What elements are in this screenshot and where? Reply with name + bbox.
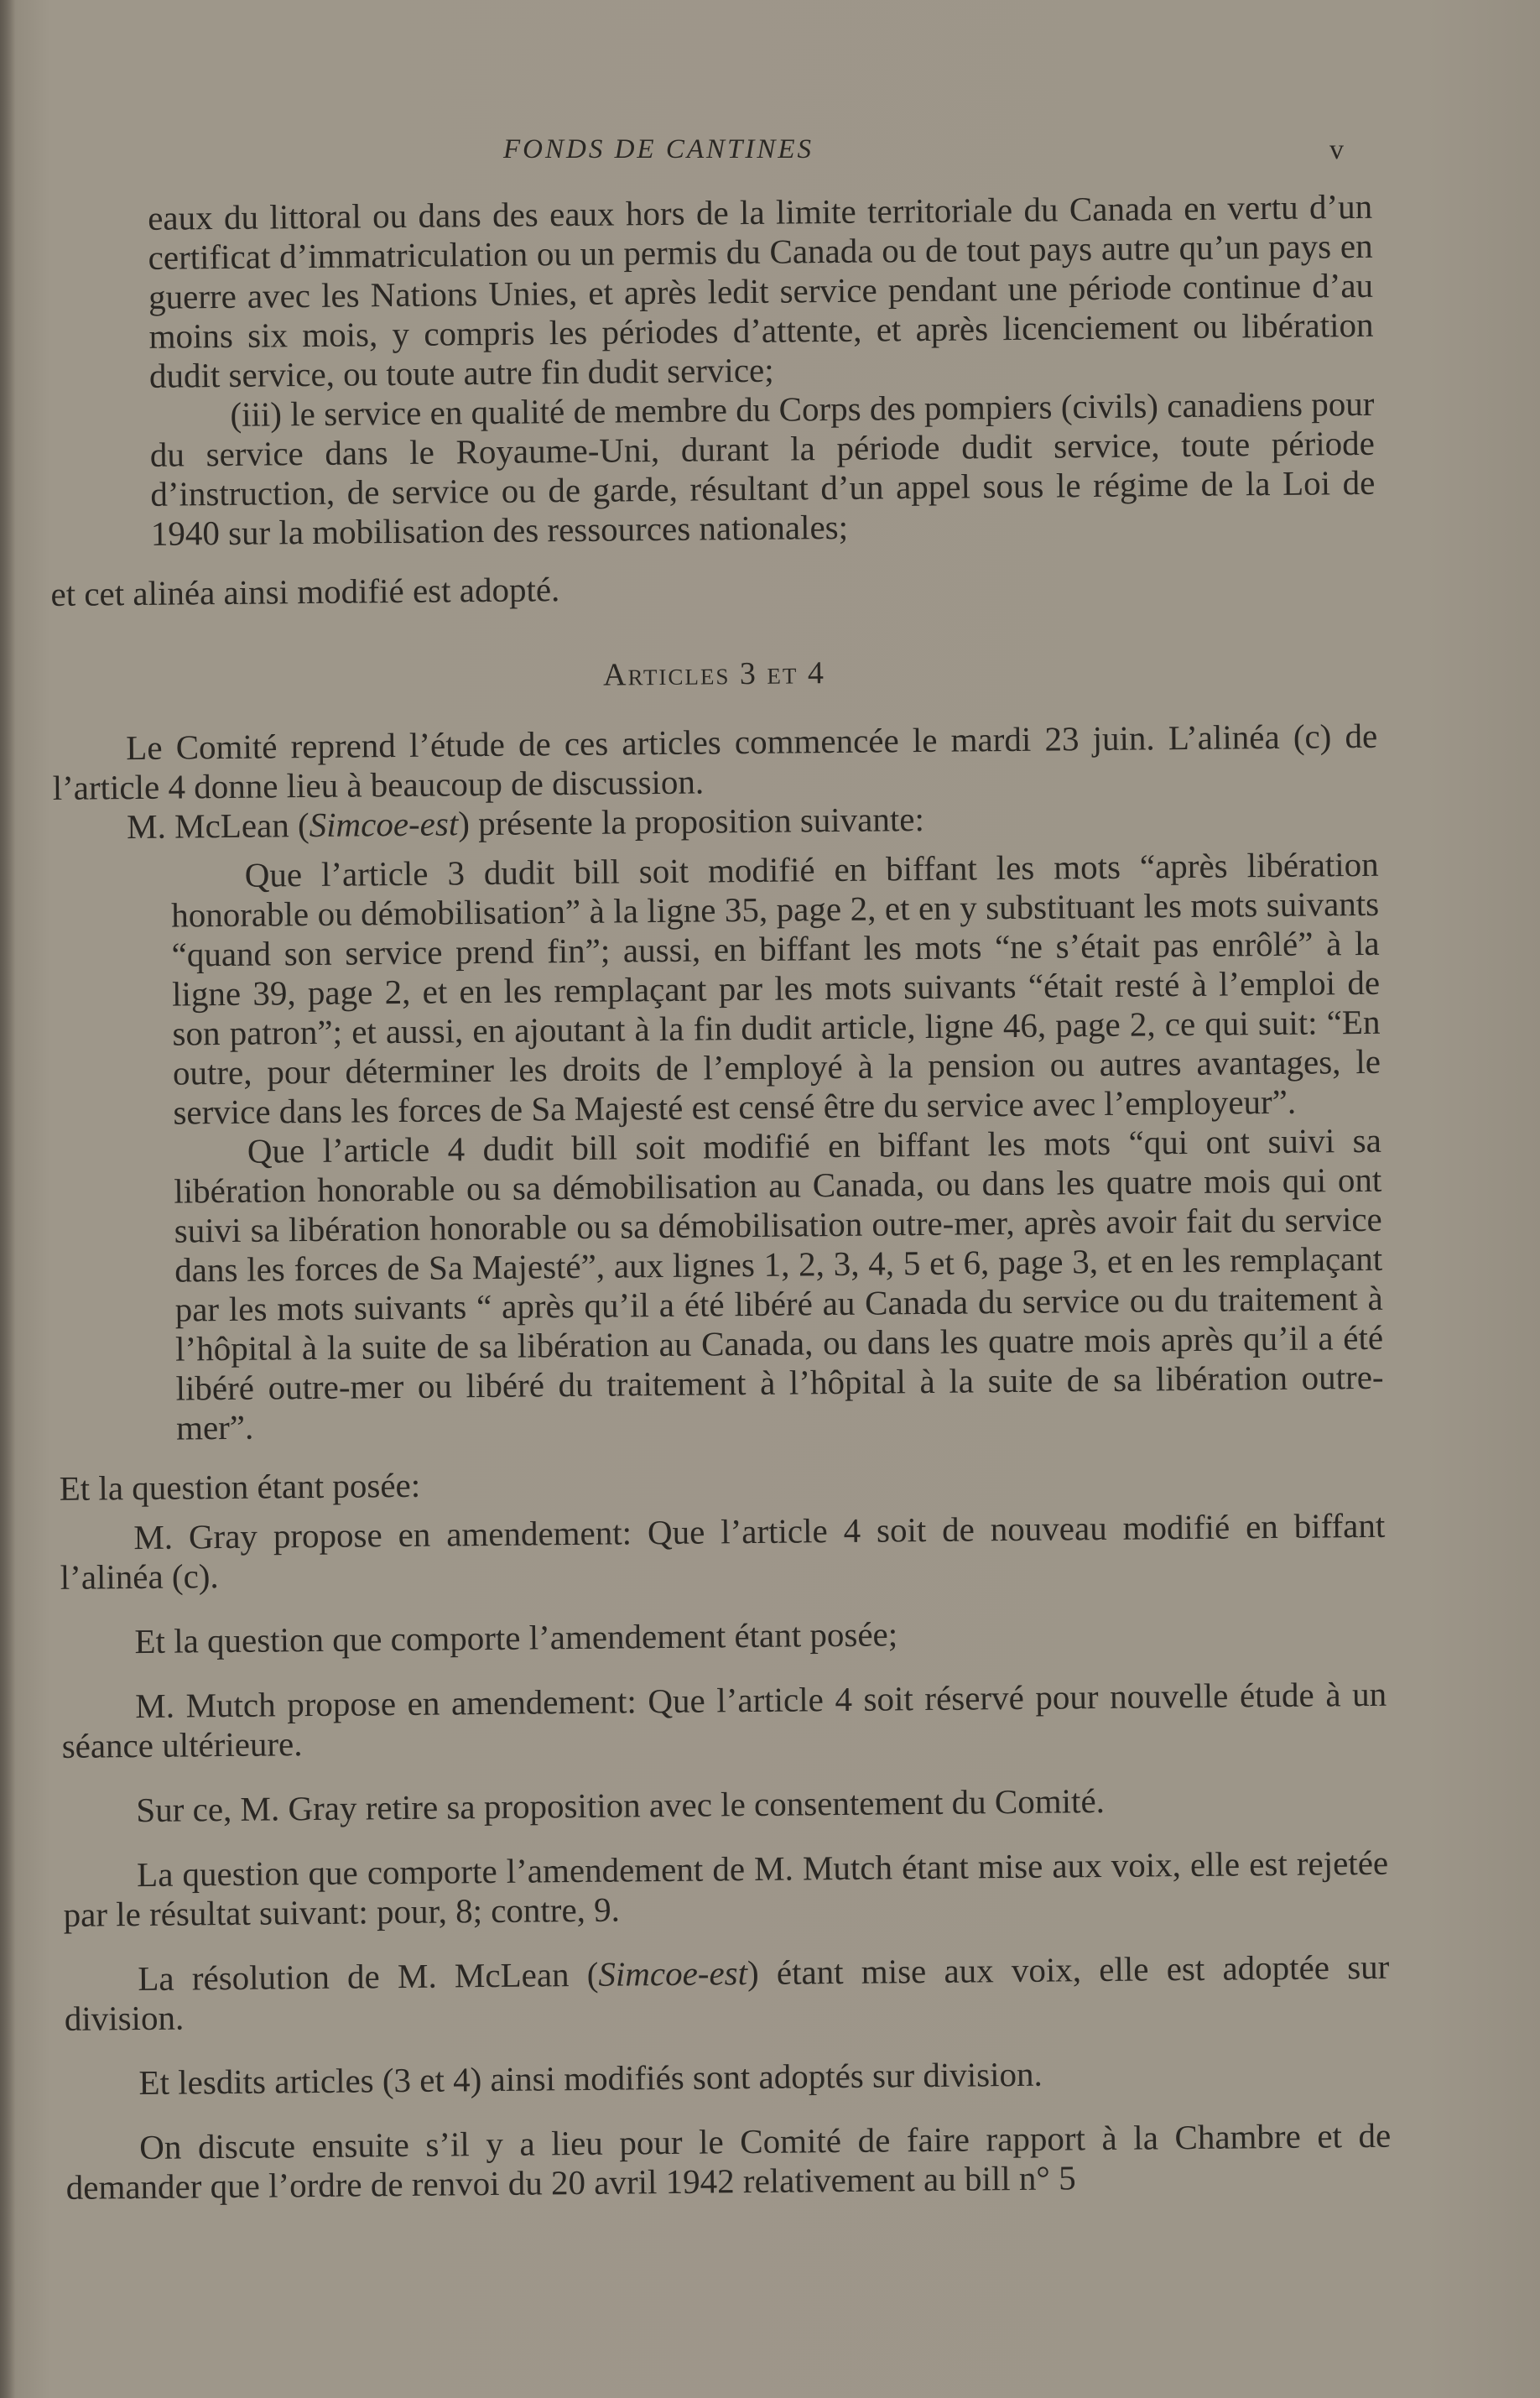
running-head-title: FONDS DE CANTINES	[503, 134, 814, 164]
paragraph: Le Comité reprend l’étude de ces articles commencée le mardi 23 juin. L’alinéa (c) de l’article 4 donne lieu à beaucoup de discussion.	[52, 716, 1378, 807]
riding-name: Simcoe-est	[309, 804, 459, 845]
spine-shadow	[0, 0, 15, 2398]
paragraph-report-discussion: On discute ensuite s’il y a lieu pour le Comité de faire rapport à la Chambre et de demander que l’ordre de renvoi du 20 avril 1942 relativement au bill n° 5	[65, 2115, 1392, 2207]
paragraph-mclean-resolution	[64, 1947, 1390, 2039]
paragraph: Et lesdits articles (3 et 4) ainsi modifiés sont adoptés sur division.	[138, 2054, 1043, 2103]
paragraph-mutch-amendment: M. Mutch propose en amendement: Que l’article 4 soit réservé pour nouvelle étude à un séance ultérieure.	[61, 1674, 1387, 1765]
text-span: ) étant mise aux voix, elle est adoptée sur division.	[64, 1947, 1390, 2038]
section-heading: Articles 3 et 4	[602, 655, 826, 693]
body-text	[47, 187, 1392, 2208]
paragraph-item-iii: (iii) le service en qualité de membre du Corps des pompiers (civils) canadiens pour du service dans le Royaume-Uni, durant la période dudit service, toute période d’instruction, de service ou de garde, résultant d’un appel sous le régime de la Loi de 1940 sur la mobilisation des ressources nationales;	[149, 383, 1376, 553]
quoted-motion-article-3: Que l’article 3 dudit bill soit modifié en biffant les mots “après libération honorable ou démobilisation” à la ligne 35, page 2, et en y substituant les mots suivants “quand son service prend fin”; aussi, en biffant les mots “ne s’était pas enrôlé” à la ligne 39, page 2, et en les remplaçant par les mots suivants “était resté à l’emploi de son patron”; et aussi, en ajoutant à la fin dudit article, ligne 46, page 2, ce qui suit: “En outre, pour déterminer les droits de l’employé à la pension ou autres avantages, le service dans les forces de Sa Majesté est censé être du service avec l’employeur”.	[170, 844, 1381, 1132]
page-number: v	[1329, 134, 1344, 165]
paragraph: Et la question que comporte l’amendement étant posée;	[134, 1614, 898, 1661]
text-span: M. McLean (	[126, 805, 310, 847]
paragraph: Et la question étant posée:	[59, 1465, 421, 1508]
paragraph-vote-result: La question que comporte l’amendement de M. Mutch étant mise aux voix, elle est rejetée par le résultat suivant: pour, 8; contre, 9.	[63, 1843, 1389, 1934]
riding-name: Simcoe-est	[598, 1953, 748, 1994]
paragraph-gray-amendment: M. Gray propose en amendement: Que l’article 4 soit de nouveau modifié en biffant l’alinéa (c).	[60, 1505, 1386, 1597]
text-span: La résolution de M. McLean (	[138, 1954, 599, 1999]
paragraph-adoption: et cet alinéa ainsi modifié est adopté.	[50, 570, 560, 613]
text-span: ) présente la proposition suivante:	[457, 799, 925, 843]
paragraph-continuation: eaux du littoral ou dans des eaux hors de la limite territoriale du Canada en vertu d’un certificat d’immatriculation ou un permis du Canada ou de tout pays autre qu’un pays en guerre avec les Nations Unies, et après ledit service pendant une période continue d’au moins six mois, y compris les périodes d’attente, et après licenciement ou libération dudit service, ou toute autre fin dudit service;	[147, 186, 1374, 395]
running-head	[0, 134, 1540, 176]
quoted-motion-article-4: Que l’article 4 dudit bill soit modifié en biffant les mots “qui ont suivi sa libération honorable ou sa démobilisation au Canada, ou dans les quatre mois qui ont suivi sa libération honorable ou sa démobilisation outre-mer, après avoir fait du service dans les forces de Sa Majesté”, aux lignes 1, 2, 3, 4, 5 et 6, page 3, et en les remplaçant par les mots suivants “ après qu’il a été libéré au Canada du service ou du traitement à l’hôpital à la suite de sa libération au Canada, ou dans les quatre mois après qu’il a été libéré outre-mer ou libéré du traitement à l’hôpital à la suite de sa libération outre-mer”.	[174, 1120, 1384, 1447]
paragraph: Sur ce, M. Gray retire sa proposition avec le consentement du Comité.	[136, 1780, 1106, 1830]
